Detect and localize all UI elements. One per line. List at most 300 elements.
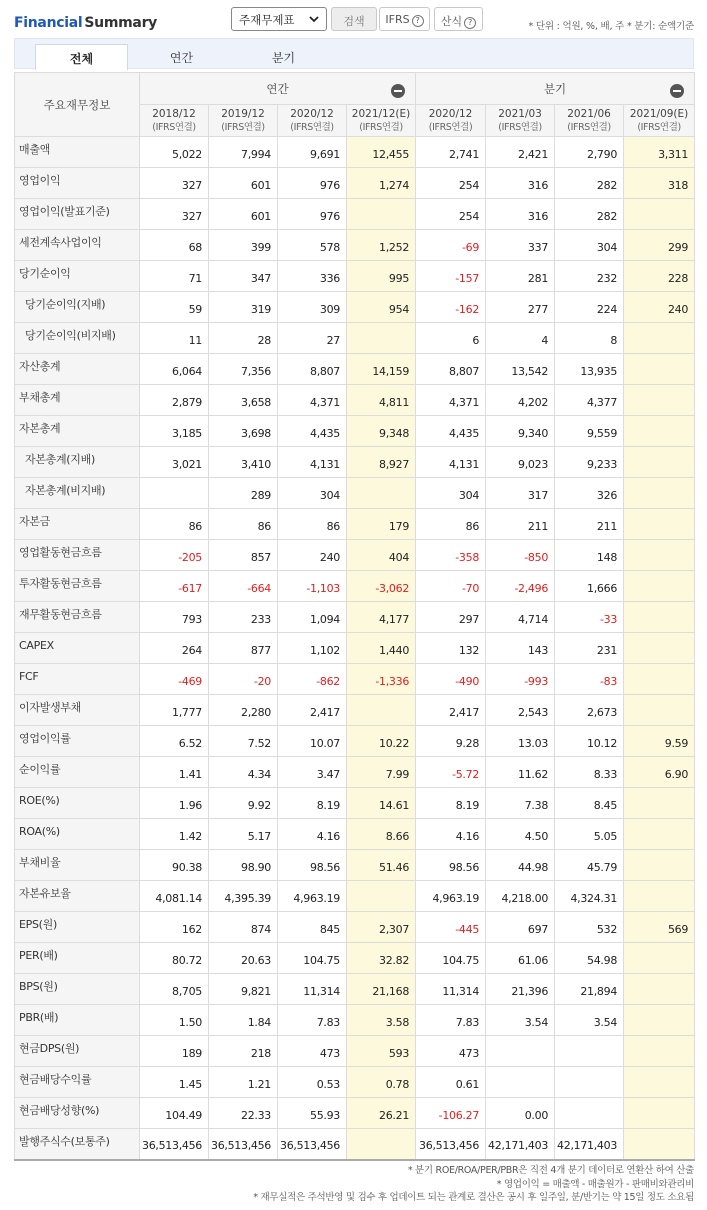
table-cell: 5.05: [555, 819, 624, 850]
table-cell: 11: [140, 323, 209, 354]
question-icon: ?: [464, 17, 476, 29]
row-label: 자본총계(지배): [15, 447, 140, 478]
quarter-group-header: [416, 73, 695, 105]
table-row: [15, 199, 695, 230]
table-cell: 132: [416, 633, 486, 664]
row-label: 매출액: [15, 137, 140, 168]
table-cell: 9.59: [624, 726, 695, 757]
table-cell: 569: [624, 912, 695, 943]
table-cell: 224: [555, 292, 624, 323]
row-label: EPS(원): [15, 912, 140, 943]
table-cell: 282: [555, 199, 624, 230]
table-cell: 0.00: [486, 1098, 555, 1129]
row-label: 당기순이익: [15, 261, 140, 292]
search-button[interactable]: [331, 7, 377, 31]
table-cell: [624, 354, 695, 385]
table-row: [15, 168, 695, 199]
table-row: [15, 571, 695, 602]
row-label: 영업이익률: [15, 726, 140, 757]
table-row: [15, 1129, 695, 1160]
collapse-quarter-icon[interactable]: [670, 84, 684, 98]
row-label: 영업활동현금흐름: [15, 540, 140, 571]
table-cell: [555, 1098, 624, 1129]
table-cell: [486, 1067, 555, 1098]
table-cell: -862: [278, 664, 347, 695]
table-cell: 45.79: [555, 850, 624, 881]
chevron-down-icon: [307, 12, 321, 26]
period-label: 2021/03: [498, 107, 542, 120]
table-cell: 1,094: [278, 602, 347, 633]
table-cell: 10.22: [347, 726, 416, 757]
table-cell: 36,513,456: [140, 1129, 209, 1160]
table-cell: [140, 478, 209, 509]
table-cell: 304: [416, 478, 486, 509]
table-cell: [347, 478, 416, 509]
table-cell: 3.58: [347, 1005, 416, 1036]
row-label: 현금배당수익률: [15, 1067, 140, 1098]
table-cell: 104.75: [416, 943, 486, 974]
row-label: 부채비율: [15, 850, 140, 881]
table-cell: 2,280: [209, 695, 278, 726]
table-cell: 7,356: [209, 354, 278, 385]
table-cell: 162: [140, 912, 209, 943]
table-cell: 4,811: [347, 385, 416, 416]
table-cell: -5.72: [416, 757, 486, 788]
table-cell: 218: [209, 1036, 278, 1067]
table-cell: 4,435: [416, 416, 486, 447]
table-cell: 2,417: [278, 695, 347, 726]
table-cell: 8,807: [416, 354, 486, 385]
table-cell: 4,177: [347, 602, 416, 633]
table-row: [15, 1067, 695, 1098]
table-cell: 6.90: [624, 757, 695, 788]
table-cell: 86: [278, 509, 347, 540]
table-cell: 8,705: [140, 974, 209, 1005]
quarter-group-label: 분기: [543, 81, 567, 96]
table-row: [15, 633, 695, 664]
table-cell: 4: [486, 323, 555, 354]
top-bar: [0, 0, 707, 38]
table-cell: 254: [416, 168, 486, 199]
row-label: 영업이익: [15, 168, 140, 199]
row-label: 순이익률: [15, 757, 140, 788]
row-label: 이자발생부채: [15, 695, 140, 726]
table-cell: 1,252: [347, 230, 416, 261]
table-cell: 337: [486, 230, 555, 261]
table-cell: 61.06: [486, 943, 555, 974]
table-cell: 954: [347, 292, 416, 323]
table-cell: 281: [486, 261, 555, 292]
table-row: [15, 1005, 695, 1036]
table-cell: 232: [555, 261, 624, 292]
table-cell: 316: [486, 199, 555, 230]
row-label: 영업이익(발표기준): [15, 199, 140, 230]
financial-summary-table: [14, 72, 695, 1161]
table-cell: 3.54: [486, 1005, 555, 1036]
table-cell: -205: [140, 540, 209, 571]
table-cell: 1,274: [347, 168, 416, 199]
table-cell: 877: [209, 633, 278, 664]
table-cell: 0.78: [347, 1067, 416, 1098]
period-basis: (IFRS연결): [637, 121, 681, 133]
table-cell: [624, 695, 695, 726]
table-row: [15, 757, 695, 788]
table-cell: 14,159: [347, 354, 416, 385]
table-cell: [624, 323, 695, 354]
table-row: [15, 664, 695, 695]
table-cell: [624, 881, 695, 912]
table-cell: 264: [140, 633, 209, 664]
table-cell: 11.62: [486, 757, 555, 788]
table-cell: 697: [486, 912, 555, 943]
table-cell: 327: [140, 199, 209, 230]
table-cell: [347, 1129, 416, 1160]
table-cell: [624, 1036, 695, 1067]
table-cell: 240: [278, 540, 347, 571]
table-cell: 874: [209, 912, 278, 943]
corner-header: 주요재무정보: [15, 73, 140, 137]
table-cell: 211: [486, 509, 555, 540]
table-cell: 8.45: [555, 788, 624, 819]
period-basis: (IFRS연결): [498, 121, 542, 133]
table-cell: 86: [140, 509, 209, 540]
table-cell: [624, 416, 695, 447]
table-cell: 976: [278, 199, 347, 230]
question-icon: ?: [412, 15, 424, 27]
table-cell: 995: [347, 261, 416, 292]
page-title: [14, 15, 157, 31]
table-cell: [347, 881, 416, 912]
table-cell: 4.16: [416, 819, 486, 850]
table-cell: 1,777: [140, 695, 209, 726]
table-cell: 976: [278, 168, 347, 199]
table-cell: 2,673: [555, 695, 624, 726]
period-basis: (IFRS연결): [152, 121, 196, 133]
table-cell: -993: [486, 664, 555, 695]
row-label: 부채총계: [15, 385, 140, 416]
table-cell: 7,994: [209, 137, 278, 168]
table-cell: 4,202: [486, 385, 555, 416]
table-cell: -106.27: [416, 1098, 486, 1129]
table-cell: 36,513,456: [416, 1129, 486, 1160]
table-cell: 42,171,403: [555, 1129, 624, 1160]
table-cell: [347, 199, 416, 230]
table-cell: 2,741: [416, 137, 486, 168]
row-label: 자본유보율: [15, 881, 140, 912]
table-cell: 10.12: [555, 726, 624, 757]
table-cell: -1,103: [278, 571, 347, 602]
table-cell: 12,455: [347, 137, 416, 168]
table-cell: 3.47: [278, 757, 347, 788]
row-label: 당기순이익(비지배): [15, 323, 140, 354]
table-cell: 1.84: [209, 1005, 278, 1036]
table-cell: -162: [416, 292, 486, 323]
table-cell: 28: [209, 323, 278, 354]
table-cell: 6: [416, 323, 486, 354]
table-cell: 2,879: [140, 385, 209, 416]
annual-group-header: [140, 73, 416, 105]
table-cell: 59: [140, 292, 209, 323]
title-part-summary: Summary: [84, 15, 157, 31]
table-cell: 6,064: [140, 354, 209, 385]
table-cell: 289: [209, 478, 278, 509]
table-cell: [624, 199, 695, 230]
table-cell: 7.83: [278, 1005, 347, 1036]
table-cell: [624, 974, 695, 1005]
table-cell: -69: [416, 230, 486, 261]
period-label: 2021/12(E): [351, 107, 411, 120]
table-cell: [347, 695, 416, 726]
table-row: [15, 943, 695, 974]
table-cell: -83: [555, 664, 624, 695]
table-cell: 2,421: [486, 137, 555, 168]
table-cell: 71: [140, 261, 209, 292]
table-cell: [624, 571, 695, 602]
table-row: [15, 881, 695, 912]
table-cell: 240: [624, 292, 695, 323]
table-cell: 189: [140, 1036, 209, 1067]
table-cell: 1,440: [347, 633, 416, 664]
ifrs-help-button[interactable]: [379, 7, 430, 31]
table-cell: 1.21: [209, 1067, 278, 1098]
table-cell: 231: [555, 633, 624, 664]
table-cell: 9,023: [486, 447, 555, 478]
table-cell: 9,348: [347, 416, 416, 447]
table-cell: 317: [486, 478, 555, 509]
footnote: * 영업이익 = 매출액 - 매출원가 - 판매비와관리비: [496, 1178, 694, 1190]
table-cell: 4,395.39: [209, 881, 278, 912]
row-label: 재무활동현금흐름: [15, 602, 140, 633]
table-cell: 347: [209, 261, 278, 292]
table-cell: [624, 1098, 695, 1129]
period-basis: (IFRS연결): [290, 121, 334, 133]
ifrs-label: IFRS: [385, 13, 410, 26]
table-cell: 9,559: [555, 416, 624, 447]
table-cell: 0.53: [278, 1067, 347, 1098]
table-cell: 2,417: [416, 695, 486, 726]
unit-note: * 단위 : 억원, %, 배, 주 * 분기: 순액기준: [528, 21, 694, 32]
table-cell: 21,894: [555, 974, 624, 1005]
table-cell: 21,396: [486, 974, 555, 1005]
table-cell: 179: [347, 509, 416, 540]
table-cell: 13,935: [555, 354, 624, 385]
row-label: PER(배): [15, 943, 140, 974]
table-cell: 1.45: [140, 1067, 209, 1098]
table-cell: 4,371: [278, 385, 347, 416]
title-part-financial: Financial: [14, 15, 83, 31]
row-label: BPS(원): [15, 974, 140, 1005]
table-cell: 4,081.14: [140, 881, 209, 912]
table-cell: -2,496: [486, 571, 555, 602]
table-row: [15, 1036, 695, 1067]
table-cell: 1.41: [140, 757, 209, 788]
period-header: [209, 105, 278, 137]
table-cell: 90.38: [140, 850, 209, 881]
table-cell: 36,513,456: [278, 1129, 347, 1160]
row-label: 현금배당성향(%): [15, 1098, 140, 1129]
period-header: [140, 105, 209, 137]
table-cell: 4,218.00: [486, 881, 555, 912]
table-row: [15, 602, 695, 633]
tab-annual[interactable]: 연간: [169, 51, 194, 65]
table-cell: 4.34: [209, 757, 278, 788]
table-cell: 86: [209, 509, 278, 540]
table-cell: 327: [140, 168, 209, 199]
table-cell: 7.83: [416, 1005, 486, 1036]
period-tabs: [14, 38, 694, 69]
period-label: 2019/12: [221, 107, 265, 120]
table-cell: 532: [555, 912, 624, 943]
table-cell: 11,314: [416, 974, 486, 1005]
table-cell: 13.03: [486, 726, 555, 757]
table-cell: 7.52: [209, 726, 278, 757]
table-cell: 1.50: [140, 1005, 209, 1036]
table-cell: 104.75: [278, 943, 347, 974]
table-cell: [624, 788, 695, 819]
table-cell: 318: [624, 168, 695, 199]
table-row: [15, 292, 695, 323]
table-cell: 3,410: [209, 447, 278, 478]
table-cell: 233: [209, 602, 278, 633]
table-cell: 51.46: [347, 850, 416, 881]
table-cell: -3,062: [347, 571, 416, 602]
tab-quarter[interactable]: 분기: [271, 51, 296, 65]
row-label: ROA(%): [15, 819, 140, 850]
table-cell: 44.98: [486, 850, 555, 881]
table-cell: 8.33: [555, 757, 624, 788]
period-label: 2021/06: [567, 107, 611, 120]
table-cell: 3,311: [624, 137, 695, 168]
table-cell: 845: [278, 912, 347, 943]
table-cell: -157: [416, 261, 486, 292]
table-cell: 1,102: [278, 633, 347, 664]
table-cell: 55.93: [278, 1098, 347, 1129]
table-cell: 10.07: [278, 726, 347, 757]
collapse-annual-icon[interactable]: [391, 84, 405, 98]
tab-all[interactable]: 전체: [35, 44, 128, 70]
table-cell: 4,377: [555, 385, 624, 416]
table-cell: 42,171,403: [486, 1129, 555, 1160]
table-cell: 473: [416, 1036, 486, 1067]
table-cell: [624, 1005, 695, 1036]
table-cell: 473: [278, 1036, 347, 1067]
period-header: [486, 105, 555, 137]
table-row: [15, 447, 695, 478]
table-cell: [555, 1036, 624, 1067]
footnotes: [253, 1164, 694, 1205]
table-cell: 8: [555, 323, 624, 354]
table-cell: 793: [140, 602, 209, 633]
row-label: CAPEX: [15, 633, 140, 664]
table-row: [15, 230, 695, 261]
row-label: 자본총계(비지배): [15, 478, 140, 509]
table-row: [15, 354, 695, 385]
table-cell: 98.90: [209, 850, 278, 881]
footnote: * 분기 ROE/ROA/PER/PBR은 직전 4개 분기 데이터로 연환산 하여 산출: [407, 1165, 694, 1176]
table-cell: 304: [278, 478, 347, 509]
table-cell: [624, 385, 695, 416]
table-cell: 98.56: [278, 850, 347, 881]
table-cell: 282: [555, 168, 624, 199]
table-cell: 9.28: [416, 726, 486, 757]
table-row: [15, 819, 695, 850]
table-cell: -850: [486, 540, 555, 571]
table-cell: 319: [209, 292, 278, 323]
table-cell: 98.56: [416, 850, 486, 881]
table-row: [15, 509, 695, 540]
table-cell: 4.16: [278, 819, 347, 850]
table-cell: -1,336: [347, 664, 416, 695]
table-cell: 148: [555, 540, 624, 571]
row-label: 자본금: [15, 509, 140, 540]
table-cell: -664: [209, 571, 278, 602]
table-cell: 316: [486, 168, 555, 199]
footnote: * 재무실적은 주석반영 및 검수 후 업데이트 되는 관계로 결산은 공시 후 일주일, 분/반기는 약 15일 정도 소요됨: [253, 1192, 694, 1203]
table-cell: -358: [416, 540, 486, 571]
table-cell: 5.17: [209, 819, 278, 850]
table-row: [15, 912, 695, 943]
table-row: [15, 478, 695, 509]
table-cell: 14.61: [347, 788, 416, 819]
table-cell: 2,543: [486, 695, 555, 726]
period-basis: (IFRS연결): [428, 121, 473, 133]
table-cell: [624, 1067, 695, 1098]
table-row: [15, 137, 695, 168]
period-label: 2020/12: [290, 107, 334, 120]
period-header: [347, 105, 416, 137]
table-cell: 601: [209, 168, 278, 199]
table-cell: 13,542: [486, 354, 555, 385]
period-label: 2018/12: [152, 107, 196, 120]
table-cell: [624, 509, 695, 540]
formula-help-button[interactable]: [434, 7, 483, 31]
table-cell: 4,324.31: [555, 881, 624, 912]
row-label: 자본총계: [15, 416, 140, 447]
row-label: 발행주식수(보통주): [15, 1129, 140, 1160]
table-row: [15, 323, 695, 354]
table-cell: [555, 1067, 624, 1098]
table-cell: 578: [278, 230, 347, 261]
table-cell: 21,168: [347, 974, 416, 1005]
table-cell: 1,666: [555, 571, 624, 602]
table-cell: 3.54: [555, 1005, 624, 1036]
table-cell: 1.42: [140, 819, 209, 850]
table-row: [15, 850, 695, 881]
table-cell: 4,435: [278, 416, 347, 447]
table-cell: 4,371: [416, 385, 486, 416]
table-cell: -469: [140, 664, 209, 695]
annual-group-label: 연간: [266, 81, 289, 96]
row-label: 자산총계: [15, 354, 140, 385]
table-cell: 9,691: [278, 137, 347, 168]
table-cell: [624, 447, 695, 478]
period-header: [278, 105, 347, 137]
table-cell: 11,314: [278, 974, 347, 1005]
table-cell: 3,698: [209, 416, 278, 447]
statement-type-select[interactable]: [231, 7, 327, 31]
table-cell: 4.50: [486, 819, 555, 850]
table-cell: 211: [555, 509, 624, 540]
table-cell: 8.66: [347, 819, 416, 850]
table-cell: 3,658: [209, 385, 278, 416]
table-cell: -445: [416, 912, 486, 943]
table-cell: 7.38: [486, 788, 555, 819]
table-cell: 309: [278, 292, 347, 323]
period-header: [624, 105, 695, 137]
table-cell: -490: [416, 664, 486, 695]
table-row: [15, 974, 695, 1005]
table-row: [15, 385, 695, 416]
